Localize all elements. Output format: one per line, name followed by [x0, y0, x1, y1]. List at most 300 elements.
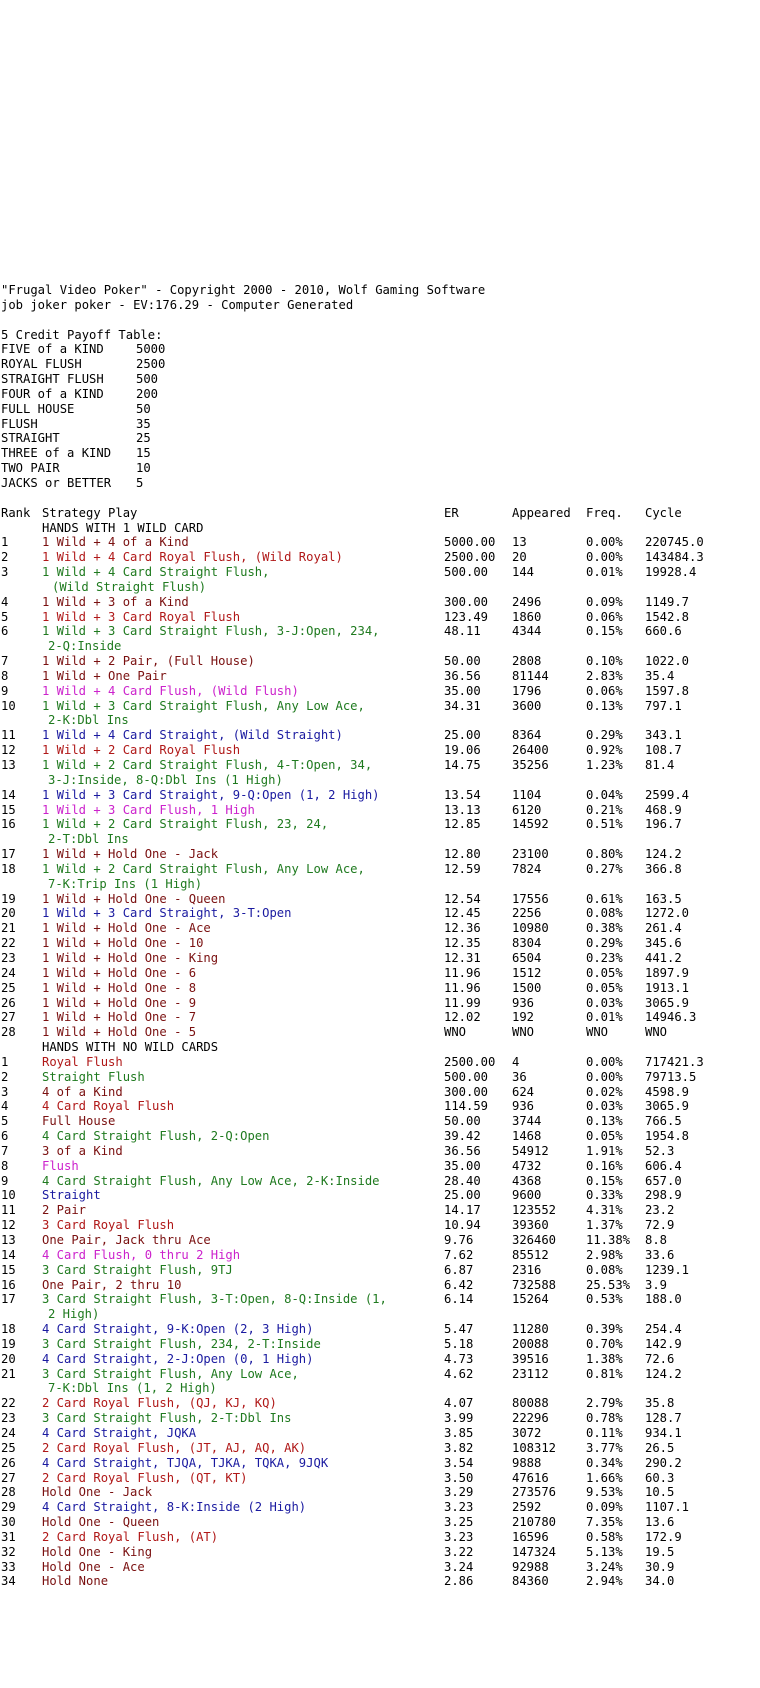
col-cycle: Cycle: [645, 505, 682, 520]
er-cell: 25.00: [444, 1188, 481, 1203]
payoff-row: [1, 372, 759, 387]
er-cell: 3.99: [444, 1411, 474, 1426]
play-cell: 4 Card Straight, 8-K:Inside (2 High): [42, 1500, 307, 1515]
strategy-document: [1, 283, 759, 1589]
table-row: [1, 1337, 759, 1352]
appeared-cell: 6120: [512, 802, 542, 817]
cycle-cell: 8.8: [645, 1233, 668, 1247]
cycle-cell: 34.0: [645, 1574, 675, 1589]
er-cell: 35.00: [444, 1158, 481, 1173]
freq-cell: 0.09%: [586, 594, 623, 609]
cycle-cell: 220745.0: [645, 535, 704, 550]
table-row: [1, 951, 759, 966]
play-cell: 2 Card Royal Flush, (QT, KT): [42, 1470, 248, 1485]
table-row: [1, 921, 759, 936]
cycle-cell: 10.5: [645, 1485, 675, 1500]
er-cell: 12.35: [444, 936, 481, 951]
cycle-cell: 14946.3: [645, 1010, 697, 1025]
er-cell: WNO: [444, 1025, 467, 1040]
freq-cell: 0.29%: [586, 728, 623, 743]
freq-cell: 1.38%: [586, 1351, 623, 1366]
play-cell: 1 Wild + 3 Card Royal Flush: [42, 609, 241, 624]
rank-cell: 3: [1, 1084, 9, 1099]
play-cell: 1 Wild + 3 Card Straight, 3-T:Open: [42, 906, 292, 921]
rank-cell: 30: [1, 1515, 16, 1530]
er-cell: 4.62: [444, 1366, 474, 1381]
table-row: [1, 1456, 759, 1471]
play-cell: 1 Wild + 4 Card Flush, (Wild Flush): [42, 683, 299, 698]
cycle-cell: 72.9: [645, 1218, 675, 1233]
rank-cell: 26: [1, 1455, 16, 1470]
freq-cell: 5.13%: [586, 1544, 623, 1559]
rank-cell: 11: [1, 1203, 16, 1218]
appeared-cell: 35256: [512, 758, 549, 772]
payoff-hand: FLUSH: [1, 416, 38, 431]
play-cell: Hold One - Jack: [42, 1485, 153, 1500]
payoff-table: [1, 342, 759, 490]
er-cell: 12.36: [444, 921, 481, 936]
play-cell: Full House: [42, 1114, 116, 1129]
play-cell: Hold One - King: [42, 1544, 153, 1559]
freq-cell: 9.53%: [586, 1485, 623, 1500]
table-row: [1, 535, 759, 550]
play-cell: 1 Wild + Hold One - 9: [42, 995, 197, 1010]
table-row: [1, 1159, 759, 1174]
rank-cell: 7: [1, 1143, 9, 1158]
freq-cell: 0.06%: [586, 609, 623, 624]
freq-cell: 2.83%: [586, 668, 623, 683]
appeared-cell: 108312: [512, 1440, 557, 1455]
er-cell: 4.07: [444, 1396, 474, 1411]
er-cell: 50.00: [444, 654, 481, 669]
appeared-cell: 2496: [512, 594, 542, 609]
spacer: [1, 313, 759, 328]
er-cell: 12.02: [444, 1010, 481, 1025]
appeared-cell: 2592: [512, 1500, 542, 1515]
play-cell: 1 Wild + 2 Card Straight Flush, 23, 24,: [42, 817, 329, 832]
payoff-amount: 25: [136, 431, 151, 446]
play-cell: 1 Wild + Hold One - 8: [42, 980, 197, 995]
appeared-cell: 85512: [512, 1247, 549, 1262]
payoff-amount: 500: [136, 372, 159, 387]
appeared-cell: 1860: [512, 609, 542, 624]
cycle-cell: 298.9: [645, 1188, 682, 1203]
table-row: [1, 1203, 759, 1218]
cycle-cell: 172.9: [645, 1529, 682, 1544]
payoff-amount: 2500: [136, 357, 166, 372]
cycle-cell: 1954.8: [645, 1129, 690, 1144]
freq-cell: 0.23%: [586, 950, 623, 965]
appeared-cell: 3072: [512, 1425, 542, 1440]
cycle-cell: 13.6: [645, 1515, 675, 1530]
cycle-cell: 30.9: [645, 1559, 675, 1574]
play-continuation: 7-K:Dbl Ins (1, 2 High): [48, 1381, 217, 1396]
play-cell: One Pair, 2 thru 10: [42, 1277, 182, 1292]
cycle-cell: 606.4: [645, 1158, 682, 1173]
cycle-cell: 124.2: [645, 847, 682, 862]
rank-cell: 24: [1, 965, 16, 980]
play-cell: 4 Card Royal Flush: [42, 1099, 175, 1114]
cycle-cell: 1107.1: [645, 1500, 690, 1515]
cycle-cell: 4598.9: [645, 1084, 690, 1099]
cycle-cell: 1913.1: [645, 980, 690, 995]
play-cell: 2 Pair: [42, 1203, 87, 1218]
cycle-cell: 3065.9: [645, 1099, 690, 1114]
table-row: [1, 595, 759, 610]
rank-cell: 8: [1, 1158, 9, 1173]
freq-cell: 1.66%: [586, 1470, 623, 1485]
freq-cell: 0.39%: [586, 1322, 623, 1337]
play-cell: 4 Card Straight, JQKA: [42, 1425, 197, 1440]
cycle-cell: 124.2: [645, 1366, 682, 1381]
er-cell: 25.00: [444, 728, 481, 743]
rank-cell: 1: [1, 1054, 9, 1069]
table-row: [1, 624, 759, 639]
freq-cell: 0.03%: [586, 1099, 623, 1114]
cycle-cell: 1597.8: [645, 683, 690, 698]
play-cell: 3 of a Kind: [42, 1143, 123, 1158]
er-cell: 39.42: [444, 1129, 481, 1144]
cycle-cell: 934.1: [645, 1425, 682, 1440]
freq-cell: 0.00%: [586, 1054, 623, 1069]
freq-cell: 11.38%: [586, 1233, 631, 1247]
rank-cell: 6: [1, 1129, 9, 1144]
cycle-cell: 3065.9: [645, 995, 690, 1010]
play-cell: 3 Card Straight Flush, 2-T:Dbl Ins: [42, 1411, 292, 1426]
rank-cell: 12: [1, 1218, 16, 1233]
er-cell: 6.14: [444, 1292, 474, 1307]
payoff-amount: 50: [136, 401, 151, 416]
freq-cell: 0.51%: [586, 817, 623, 832]
payoff-hand: THREE of a KIND: [1, 446, 112, 461]
table-row: [1, 1010, 759, 1025]
er-cell: 13.54: [444, 787, 481, 802]
appeared-cell: 22296: [512, 1411, 549, 1426]
cycle-cell: 2599.4: [645, 787, 690, 802]
appeared-cell: 8364: [512, 728, 542, 743]
play-cell: 3 Card Straight Flush, 234, 2-T:Inside: [42, 1336, 321, 1351]
er-cell: 6.42: [444, 1277, 474, 1292]
table-row: [1, 1485, 759, 1500]
table-row: [1, 565, 759, 580]
freq-cell: 0.00%: [586, 535, 623, 550]
freq-cell: 0.58%: [586, 1529, 623, 1544]
payoff-hand: FOUR of a KIND: [1, 386, 104, 401]
er-cell: 3.22: [444, 1544, 474, 1559]
er-cell: 12.85: [444, 817, 481, 832]
freq-cell: 2.79%: [586, 1396, 623, 1411]
table-row: [1, 1411, 759, 1426]
appeared-cell: 624: [512, 1084, 535, 1099]
play-continuation: 3-J:Inside, 8-Q:Dbl Ins (1 High): [48, 772, 283, 787]
appeared-cell: 192: [512, 1010, 535, 1025]
er-cell: 48.11: [444, 624, 481, 639]
er-cell: 9.76: [444, 1233, 474, 1247]
rank-cell: 14: [1, 1247, 16, 1262]
rank-cell: 22: [1, 936, 16, 951]
cycle-cell: 60.3: [645, 1470, 675, 1485]
table-row: [1, 1471, 759, 1486]
table-row: [1, 1085, 759, 1100]
appeared-cell: 936: [512, 995, 535, 1010]
payoff-amount: 5: [136, 475, 144, 490]
payoff-amount: 5000: [136, 342, 166, 357]
table-row: [1, 1426, 759, 1441]
appeared-cell: 17556: [512, 891, 549, 906]
appeared-cell: 8304: [512, 936, 542, 951]
table-row: [1, 699, 759, 714]
rank-cell: 18: [1, 861, 16, 876]
appeared-cell: 3600: [512, 698, 542, 713]
payoff-hand: STRAIGHT: [1, 431, 60, 446]
er-cell: 7.62: [444, 1247, 474, 1262]
play-cell: 4 Card Straight, TJQA, TJKA, TQKA, 9JQK: [42, 1455, 329, 1470]
table-row: [1, 1099, 759, 1114]
freq-cell: 0.70%: [586, 1336, 623, 1351]
er-cell: 6.87: [444, 1262, 474, 1277]
rank-cell: 20: [1, 906, 16, 921]
er-cell: 36.56: [444, 1143, 481, 1158]
col-appeared: Appeared: [512, 505, 571, 520]
freq-cell: 0.13%: [586, 1114, 623, 1129]
freq-cell: 0.61%: [586, 891, 623, 906]
play-cell: 1 Wild + 3 Card Flush, 1 High: [42, 802, 255, 817]
play-cell: 4 Card Straight, 9-K:Open (2, 3 High): [42, 1322, 314, 1337]
play-cell: 3 Card Straight Flush, 3-T:Open, 8-Q:Inside (1,: [42, 1292, 387, 1307]
freq-cell: 2.94%: [586, 1574, 623, 1589]
appeared-cell: 1468: [512, 1129, 542, 1144]
play-cell: 4 Card Flush, 0 thru 2 High: [42, 1247, 241, 1262]
rank-cell: 15: [1, 802, 16, 817]
cycle-cell: 35.4: [645, 668, 675, 683]
appeared-cell: 36: [512, 1069, 527, 1084]
rank-cell: 27: [1, 1470, 16, 1485]
freq-cell: 3.24%: [586, 1559, 623, 1574]
rank-cell: 19: [1, 891, 16, 906]
play-cell: Straight Flush: [42, 1069, 145, 1084]
play-cell: 1 Wild + 2 Card Royal Flush: [42, 743, 241, 758]
table-row: [1, 1129, 759, 1144]
table-row: [1, 892, 759, 907]
rank-cell: 25: [1, 1440, 16, 1455]
payoff-row: [1, 417, 759, 432]
rank-cell: 4: [1, 1099, 9, 1114]
er-cell: 2500.00: [444, 550, 496, 565]
rank-cell: 10: [1, 698, 16, 713]
table-row: [1, 1055, 759, 1070]
payoff-amount: 15: [136, 446, 151, 461]
er-cell: 5.18: [444, 1336, 474, 1351]
appeared-cell: 54912: [512, 1143, 549, 1158]
cycle-cell: 143484.3: [645, 550, 704, 565]
table-row: [1, 728, 759, 743]
cycle-cell: 26.5: [645, 1440, 675, 1455]
rank-cell: 9: [1, 683, 9, 698]
table-row: [1, 996, 759, 1011]
table-row: [1, 1233, 759, 1248]
freq-cell: 7.35%: [586, 1515, 623, 1530]
er-cell: 123.49: [444, 609, 489, 624]
table-row: [1, 1144, 759, 1159]
copyright-line: "Frugal Video Poker" - Copyright 2000 - 2010, Wolf Gaming Software: [1, 283, 486, 297]
appeared-cell: 144: [512, 565, 535, 580]
rank-cell: 24: [1, 1425, 16, 1440]
freq-cell: 3.77%: [586, 1440, 623, 1455]
rank-cell: 2: [1, 550, 9, 565]
table-row: [1, 1574, 759, 1589]
col-play: Strategy Play: [42, 505, 138, 520]
cycle-cell: 343.1: [645, 728, 682, 743]
table-row: [1, 1396, 759, 1411]
table-row: [1, 862, 759, 877]
table-row: [1, 936, 759, 951]
rank-cell: 23: [1, 1411, 16, 1426]
table-row: [1, 906, 759, 921]
table-row: [1, 610, 759, 625]
er-cell: 12.80: [444, 847, 481, 862]
payoff-row: [1, 461, 759, 476]
cycle-cell: 108.7: [645, 743, 682, 758]
col-rank: Rank: [1, 505, 31, 520]
cycle-cell: 1542.8: [645, 609, 690, 624]
cycle-cell: 23.2: [645, 1203, 675, 1218]
cycle-cell: 660.6: [645, 624, 682, 639]
play-cell: 1 Wild + 3 Card Straight Flush, Any Low Ace,: [42, 698, 365, 713]
rank-cell: 20: [1, 1351, 16, 1366]
er-cell: 500.00: [444, 1069, 489, 1084]
table-row: [1, 817, 759, 832]
er-cell: 3.85: [444, 1425, 474, 1440]
appeared-cell: 1512: [512, 965, 542, 980]
appeared-cell: 936: [512, 1099, 535, 1114]
er-cell: 3.50: [444, 1470, 474, 1485]
rank-cell: 7: [1, 654, 9, 669]
appeared-cell: 20: [512, 550, 527, 565]
play-cell: 2 Card Royal Flush, (QJ, KJ, KQ): [42, 1396, 277, 1411]
cycle-cell: 254.4: [645, 1322, 682, 1337]
rank-cell: 9: [1, 1173, 9, 1188]
rank-cell: 6: [1, 624, 9, 639]
appeared-cell: 10980: [512, 921, 549, 936]
play-continuation: 2 High): [48, 1307, 100, 1322]
game-line: job joker poker - EV:176.29 - Computer Generated: [1, 297, 354, 312]
play-cell: 1 Wild + 2 Card Straight Flush, 4-T:Open, 34,: [42, 758, 373, 772]
play-cell: 1 Wild + Hold One - 7: [42, 1010, 197, 1025]
play-continuation: 7-K:Trip Ins (1 High): [48, 876, 203, 891]
cycle-cell: 1022.0: [645, 654, 690, 669]
payoff-row: [1, 446, 759, 461]
rank-cell: 3: [1, 565, 9, 580]
rank-cell: 21: [1, 1366, 16, 1381]
er-cell: 3.23: [444, 1529, 474, 1544]
play-cell: 3 Card Straight Flush, 9TJ: [42, 1262, 233, 1277]
cycle-cell: 657.0: [645, 1173, 682, 1188]
freq-cell: 0.16%: [586, 1158, 623, 1173]
cycle-cell: 19928.4: [645, 565, 697, 580]
appeared-cell: 16596: [512, 1529, 549, 1544]
rank-cell: 11: [1, 728, 16, 743]
rank-cell: 32: [1, 1544, 16, 1559]
er-cell: 11.96: [444, 980, 481, 995]
payoff-hand: JACKS or BETTER: [1, 475, 112, 490]
er-cell: 5.47: [444, 1322, 474, 1337]
table-row: [1, 981, 759, 996]
play-cell: Royal Flush: [42, 1054, 123, 1069]
cycle-cell: 72.6: [645, 1351, 675, 1366]
table-row: [1, 1070, 759, 1085]
freq-cell: 0.01%: [586, 1010, 623, 1025]
table-row: [1, 1114, 759, 1129]
rank-cell: 31: [1, 1529, 16, 1544]
freq-cell: 0.10%: [586, 654, 623, 669]
rank-cell: 13: [1, 758, 16, 772]
payoff-row: [1, 342, 759, 357]
er-cell: 3.23: [444, 1500, 474, 1515]
play-cell: One Pair, Jack thru Ace: [42, 1233, 211, 1247]
play-continuation: 2-Q:Inside: [48, 639, 122, 654]
er-cell: 35.00: [444, 683, 481, 698]
er-cell: 10.94: [444, 1218, 481, 1233]
appeared-cell: 1500: [512, 980, 542, 995]
cycle-cell: 441.2: [645, 950, 682, 965]
play-cell: Hold One - Ace: [42, 1559, 145, 1574]
freq-cell: 0.00%: [586, 1069, 623, 1084]
appeared-cell: 6504: [512, 950, 542, 965]
table-row: [1, 1188, 759, 1203]
play-cell: 1 Wild + Hold One - Ace: [42, 921, 211, 936]
rank-cell: 19: [1, 1336, 16, 1351]
play-cell: 1 Wild + 4 Card Straight Flush,: [42, 565, 270, 580]
freq-cell: 0.04%: [586, 787, 623, 802]
table-row: [1, 788, 759, 803]
table-row: [1, 743, 759, 758]
appeared-cell: 2316: [512, 1262, 542, 1277]
freq-cell: 1.23%: [586, 758, 623, 772]
table-row: [1, 1292, 759, 1307]
appeared-cell: 4368: [512, 1173, 542, 1188]
play-continuation: 2-K:Dbl Ins: [48, 713, 129, 728]
col-freq: Freq.: [586, 505, 623, 520]
rank-cell: 16: [1, 817, 16, 832]
cycle-cell: WNO: [645, 1025, 668, 1040]
er-cell: 28.40: [444, 1173, 481, 1188]
table-row: [1, 1560, 759, 1575]
appeared-cell: 273576: [512, 1485, 557, 1500]
er-cell: 300.00: [444, 1084, 489, 1099]
payoff-row: [1, 431, 759, 446]
freq-cell: 0.00%: [586, 550, 623, 565]
cycle-cell: 163.5: [645, 891, 682, 906]
play-cell: 1 Wild + Hold One - 6: [42, 965, 197, 980]
cycle-cell: 468.9: [645, 802, 682, 817]
table-row: [1, 1174, 759, 1189]
cycle-cell: 19.5: [645, 1544, 675, 1559]
freq-cell: WNO: [586, 1025, 609, 1040]
play-cell: 3 Card Royal Flush: [42, 1218, 175, 1233]
strategy-table: [1, 521, 759, 1590]
table-row: [1, 1263, 759, 1278]
play-cell: Hold None: [42, 1574, 109, 1589]
table-row: [1, 1530, 759, 1545]
cycle-cell: 1149.7: [645, 594, 690, 609]
appeared-cell: 326460: [512, 1233, 557, 1247]
table-row: [1, 758, 759, 773]
er-cell: 11.96: [444, 965, 481, 980]
play-cell: 4 of a Kind: [42, 1084, 123, 1099]
cycle-cell: 196.7: [645, 817, 682, 832]
rank-cell: 25: [1, 980, 16, 995]
appeared-cell: 9888: [512, 1455, 542, 1470]
